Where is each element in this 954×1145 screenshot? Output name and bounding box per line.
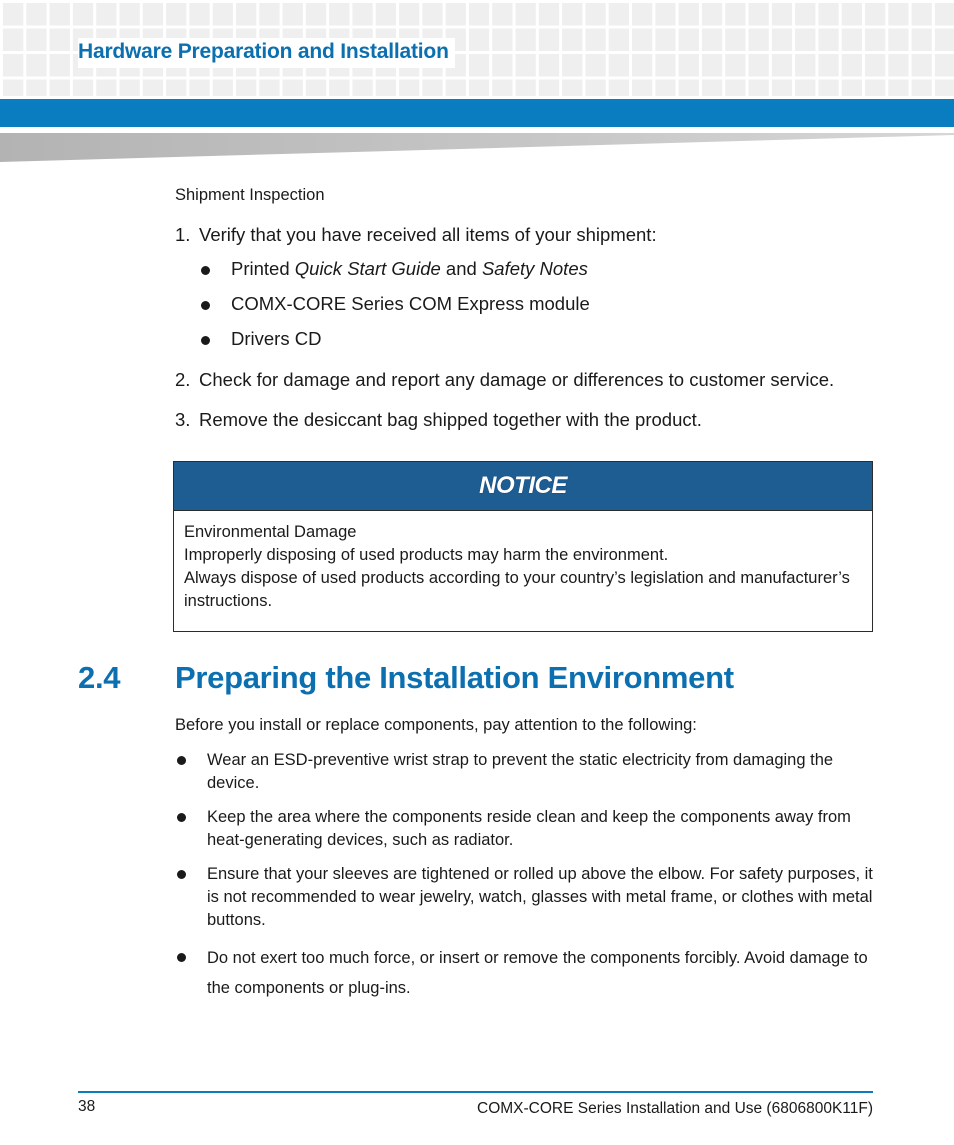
bullet-icon <box>201 266 210 275</box>
item-text: COMX-CORE Series COM Express module <box>231 293 590 314</box>
item-emphasis: Quick Start Guide <box>294 258 441 279</box>
bullet-icon <box>177 870 186 879</box>
list-item <box>175 863 875 932</box>
document-title: COMX-CORE Series Installation and Use (6806800K11F) <box>477 1100 873 1117</box>
section-title: Preparing the Installation Environment <box>175 660 734 695</box>
step-3 <box>175 408 875 432</box>
section-label: Shipment Inspection <box>175 186 325 204</box>
shipment-items <box>175 257 875 351</box>
bullet-icon <box>201 301 210 310</box>
bullet-icon <box>201 336 210 345</box>
list-item <box>201 292 875 316</box>
list-item <box>201 257 875 281</box>
step-number: 3. <box>175 409 191 430</box>
section-intro: Before you install or replace components, pay attention to the following: <box>175 716 697 734</box>
section-heading <box>78 660 734 696</box>
step-2 <box>175 368 875 392</box>
notice-text: Always dispose of used products according to your country’s legislation and manufacturer’s instructions. <box>184 569 850 610</box>
notice-heading: NOTICE <box>479 472 567 499</box>
footer-rule <box>78 1091 873 1093</box>
step-text: Check for damage and report any damage or differences to customer service. <box>199 369 835 390</box>
item-text: Drivers CD <box>231 328 322 349</box>
notice-body <box>174 511 872 613</box>
step-number: 2. <box>175 369 191 390</box>
item-text: Printed <box>231 258 295 279</box>
list-item <box>175 749 875 795</box>
item-text: Wear an ESD-preventive wrist strap to prevent the static electricity from damaging the device. <box>207 751 834 792</box>
page-number: 38 <box>78 1098 96 1115</box>
step-text: Verify that you have received all items of your shipment: <box>199 224 657 245</box>
notice-box <box>173 461 873 632</box>
header-gray-wedge <box>0 133 954 163</box>
list-item <box>175 806 875 852</box>
item-text: and <box>440 258 482 279</box>
item-text: Keep the area where the components reside clean and keep the components away from heat-generating devices, such as radiator. <box>207 808 851 849</box>
item-text: Ensure that your sleeves are tightened or rolled up above the elbow. For safety purposes, it is not recommended to wear jewelry, watch, glasses with metal frame, or clothes with metal buttons. <box>207 865 873 929</box>
step-text: Remove the desiccant bag shipped together with the product. <box>199 409 702 430</box>
notice-header <box>174 462 872 511</box>
chapter-title: Hardware Preparation and Installation <box>78 38 455 68</box>
notice-title: Environmental Damage <box>184 523 357 541</box>
item-emphasis: Safety Notes <box>481 258 588 279</box>
bullet-icon <box>177 953 186 962</box>
header-blue-band <box>0 99 954 127</box>
list-item <box>201 327 875 351</box>
step-number: 1. <box>175 224 191 245</box>
bullet-icon <box>177 756 186 765</box>
item-text: Do not exert too much force, or insert or remove the components forcibly. Avoid damage to the components or plug-ins. <box>207 949 868 997</box>
bullet-icon <box>177 813 186 822</box>
section-number: 2.4 <box>78 660 121 695</box>
shipment-steps <box>175 223 875 432</box>
precautions-list <box>175 749 875 1014</box>
list-item <box>175 943 875 1003</box>
step-1 <box>175 223 875 351</box>
notice-text: Improperly disposing of used products may harm the environment. <box>184 546 669 564</box>
